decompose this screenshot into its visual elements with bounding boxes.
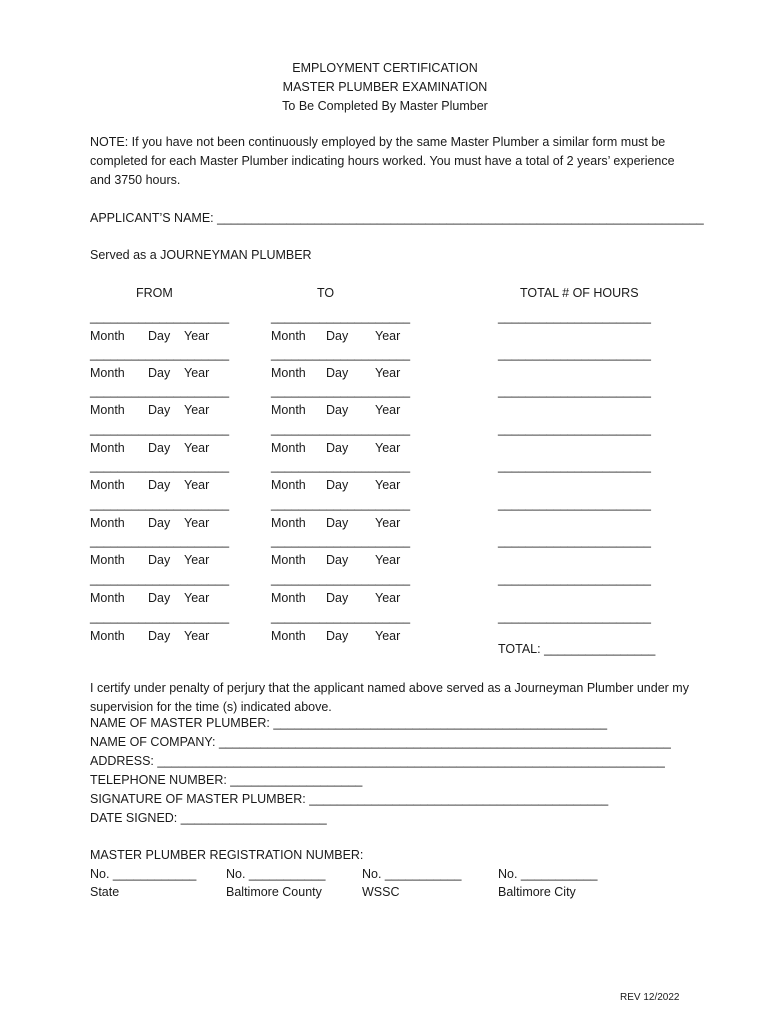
form-title: EMPLOYMENT CERTIFICATION — [292, 61, 478, 75]
to-day-label: Day — [326, 329, 349, 343]
from-day-label: Day — [148, 516, 171, 530]
to-year-label: Year — [375, 553, 401, 567]
wssc-registration-number[interactable]: No. ___________ — [362, 867, 462, 881]
served-as-label: Served as a JOURNEYMAN PLUMBER — [90, 248, 312, 262]
to-month-label: Month — [271, 403, 306, 417]
baltimore-city-registration-number[interactable]: No. ___________ — [498, 867, 598, 881]
applicant-name-label: APPLICANT’S NAME: — [90, 211, 214, 225]
from-year-label: Year — [184, 478, 210, 492]
from-date-blank[interactable]: ____________________ — [90, 384, 230, 398]
from-month-label: Month — [90, 478, 125, 492]
to-year-label: Year — [375, 516, 401, 530]
to-day-label: Day — [326, 366, 349, 380]
baltimore-county-registration-number[interactable]: No. ___________ — [226, 867, 326, 881]
company-name-field[interactable]: NAME OF COMPANY: _________________________________________________________________ — [90, 735, 671, 749]
to-month-label: Month — [271, 629, 306, 643]
to-year-label: Year — [375, 629, 401, 643]
state-label: State — [90, 885, 120, 899]
from-day-label: Day — [148, 629, 171, 643]
form-instruction: To Be Completed By Master Plumber — [282, 99, 488, 113]
signature-field[interactable]: SIGNATURE OF MASTER PLUMBER: ___________________________________________ — [90, 792, 609, 806]
from-day-label: Day — [148, 553, 171, 567]
from-year-label: Year — [184, 553, 210, 567]
to-date-blank[interactable]: ____________________ — [271, 347, 411, 361]
to-day-label: Day — [326, 478, 349, 492]
revision-label: REV 12/2022 — [620, 992, 680, 1003]
from-month-label: Month — [90, 403, 125, 417]
applicant-name-field[interactable] — [90, 212, 704, 225]
hours-blank[interactable]: ______________________ — [498, 497, 651, 511]
baltimore-county-label: Baltimore County — [226, 885, 322, 899]
from-day-label: Day — [148, 329, 171, 343]
hours-blank[interactable]: ______________________ — [498, 534, 651, 548]
to-year-label: Year — [375, 441, 401, 455]
wssc-label: WSSC — [362, 885, 400, 899]
baltimore-city-label: Baltimore City — [498, 885, 576, 899]
to-date-blank[interactable]: ____________________ — [271, 459, 411, 473]
from-year-label: Year — [184, 329, 210, 343]
to-month-label: Month — [271, 366, 306, 380]
to-day-label: Day — [326, 441, 349, 455]
to-date-blank[interactable]: ____________________ — [271, 384, 411, 398]
to-year-label: Year — [375, 403, 401, 417]
from-date-blank[interactable]: ____________________ — [90, 310, 230, 324]
from-month-label: Month — [90, 366, 125, 380]
to-year-label: Year — [375, 329, 401, 343]
from-year-label: Year — [184, 591, 210, 605]
from-date-blank[interactable]: ____________________ — [90, 610, 230, 624]
from-date-blank[interactable]: ____________________ — [90, 459, 230, 473]
from-month-label: Month — [90, 516, 125, 530]
from-date-blank[interactable]: ____________________ — [90, 347, 230, 361]
note-paragraph: NOTE: If you have not been continuously employed by the same Master Plumber a similar form must be completed for each Master Plumber indicating hours worked. You must have a total of 2 years’ experience and 3750 hours. — [90, 135, 675, 187]
to-date-blank[interactable]: ____________________ — [271, 310, 411, 324]
to-day-label: Day — [326, 591, 349, 605]
to-month-label: Month — [271, 329, 306, 343]
from-column-header: FROM — [136, 286, 173, 300]
state-registration-number[interactable]: No. ____________ — [90, 867, 197, 881]
to-column-header: TO — [317, 286, 335, 300]
from-month-label: Month — [90, 553, 125, 567]
to-date-blank[interactable]: ____________________ — [271, 572, 411, 586]
form-subtitle: MASTER PLUMBER EXAMINATION — [282, 80, 488, 94]
to-month-label: Month — [271, 553, 306, 567]
to-date-blank[interactable]: ____________________ — [271, 422, 411, 436]
from-month-label: Month — [90, 329, 125, 343]
to-month-label: Month — [271, 516, 306, 530]
to-month-label: Month — [271, 591, 306, 605]
from-year-label: Year — [184, 366, 210, 380]
hours-blank[interactable]: ______________________ — [498, 384, 651, 398]
from-date-blank[interactable]: ____________________ — [90, 572, 230, 586]
from-date-blank[interactable]: ____________________ — [90, 534, 230, 548]
hours-blank[interactable]: ______________________ — [498, 310, 651, 324]
from-month-label: Month — [90, 629, 125, 643]
to-month-label: Month — [271, 441, 306, 455]
to-date-blank[interactable]: ____________________ — [271, 534, 411, 548]
to-day-label: Day — [326, 516, 349, 530]
from-day-label: Day — [148, 478, 171, 492]
to-date-blank[interactable]: ____________________ — [271, 610, 411, 624]
telephone-field[interactable]: TELEPHONE NUMBER: ___________________ — [90, 773, 363, 787]
to-day-label: Day — [326, 403, 349, 417]
from-month-label: Month — [90, 441, 125, 455]
hours-blank[interactable]: ______________________ — [498, 610, 651, 624]
from-date-blank[interactable]: ____________________ — [90, 497, 230, 511]
total-hours-field[interactable]: TOTAL: ________________ — [498, 642, 656, 656]
hours-blank[interactable]: ______________________ — [498, 347, 651, 361]
hours-blank[interactable]: ______________________ — [498, 422, 651, 436]
hours-blank[interactable]: ______________________ — [498, 572, 651, 586]
from-day-label: Day — [148, 441, 171, 455]
from-day-label: Day — [148, 403, 171, 417]
from-year-label: Year — [184, 629, 210, 643]
registration-number-label: MASTER PLUMBER REGISTRATION NUMBER: — [90, 848, 364, 862]
from-year-label: Year — [184, 516, 210, 530]
to-month-label: Month — [271, 478, 306, 492]
to-year-label: Year — [375, 591, 401, 605]
from-date-blank[interactable]: ____________________ — [90, 422, 230, 436]
address-field[interactable]: ADDRESS: _________________________________________________________________________ — [90, 754, 665, 768]
from-day-label: Day — [148, 591, 171, 605]
hours-column-header: TOTAL # OF HOURS — [520, 286, 639, 300]
to-year-label: Year — [375, 478, 401, 492]
from-year-label: Year — [184, 441, 210, 455]
hours-blank[interactable]: ______________________ — [498, 459, 651, 473]
to-day-label: Day — [326, 553, 349, 567]
from-month-label: Month — [90, 591, 125, 605]
to-day-label: Day — [326, 629, 349, 643]
from-day-label: Day — [148, 366, 171, 380]
date-signed-field[interactable]: DATE SIGNED: _____________________ — [90, 811, 327, 825]
to-year-label: Year — [375, 366, 401, 380]
applicant-name-blank[interactable]: ______________________________________________________________________ — [217, 211, 704, 225]
from-year-label: Year — [184, 403, 210, 417]
master-plumber-name-field[interactable]: NAME OF MASTER PLUMBER: ________________________________________________ — [90, 716, 608, 730]
to-date-blank[interactable]: ____________________ — [271, 497, 411, 511]
certification-statement: I certify under penalty of perjury that the applicant named above served as a Journeyman Plumber under my supervision for the time (s) indicated above. — [90, 681, 689, 714]
